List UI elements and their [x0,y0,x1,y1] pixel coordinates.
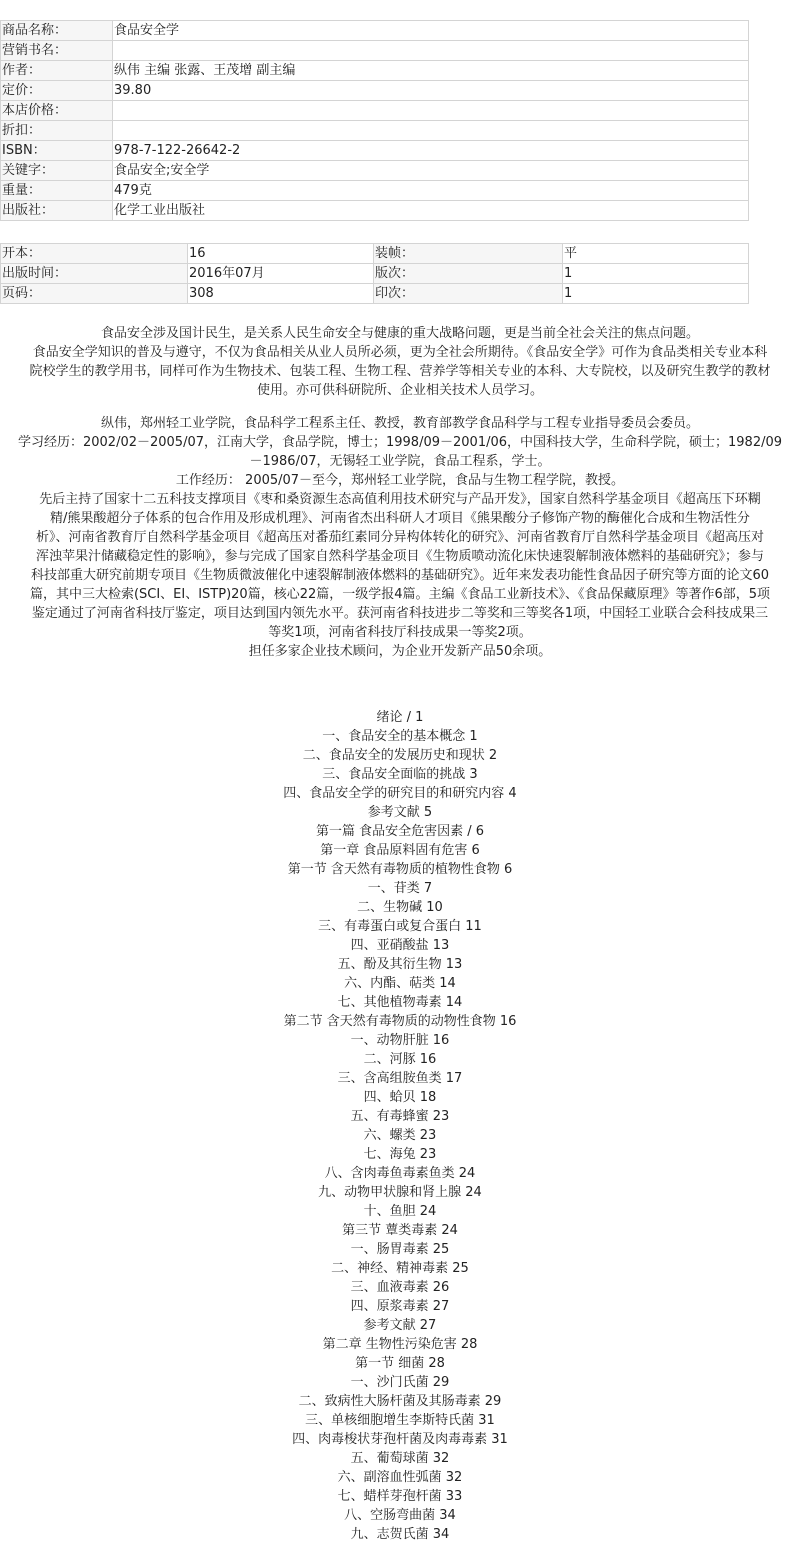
toc-entry: 八、含肉毒鱼毒素鱼类 24 [324,1166,476,1181]
pub-label: 开本： [1,244,188,264]
info-row [1,201,749,221]
toc-entry: 四、蛤贝 18 [363,1090,437,1105]
author-bio-line: －1986/07，无锡轻工业学院，食品工程系，学士。 [249,454,551,469]
toc-entry: 第一节 含天然有毒物质的植物性食物 6 [287,862,513,877]
toc-entry: 七、海兔 23 [363,1147,437,1162]
info-row [1,41,749,61]
intro-line: 食品安全涉及国计民生，是关系人民生命安全与健康的重大战略问题，更是当前全社会关注的焦点问题。 [100,326,699,341]
toc-entry: 二、神经、精神毒素 25 [331,1261,469,1276]
info-row [1,161,749,181]
toc-entry: 三、单核细胞增生李斯特氏菌 31 [305,1413,495,1428]
author-bio-line: 析》、河南省教育厅自然科学基金项目《超高压对番茄红素同分异构体转化的研究》、河南省教育厅自然科学基金项目《超高压对 [35,530,764,545]
info-label: ISBN： [1,141,113,161]
toc-entry: 十、鱼胆 24 [363,1204,437,1219]
toc-entry: 二、食品安全的发展历史和现状 2 [302,748,498,763]
info-label: 关键字： [1,161,113,181]
toc-entry: 绪论 / 1 [376,710,424,725]
info-value: 食品安全学 [113,21,749,41]
toc-entry: 第三节 蕈类毒素 24 [342,1223,458,1238]
author-bio-line: 篇，其中三大检索(SCI、EI、ISTP)20篇，核心22篇，一级学报4篇。主编《食品工业新技术》、《食品保藏原理》等著作6部，5项 [29,587,771,602]
author-biography [0,414,800,661]
toc-entry: 九、志贺氏菌 34 [350,1527,450,1542]
toc-entry: 二、河豚 16 [363,1052,437,1067]
pub-row [1,264,749,284]
table-of-contents [0,708,800,1544]
toc-entry: 第二章 生物性污染危害 28 [322,1337,478,1352]
info-row [1,101,749,121]
toc-entry: 六、副溶血性弧菌 32 [337,1470,463,1485]
toc-entry: 第一篇 食品安全危害因素 / 6 [315,824,485,839]
author-bio-line: 纵伟，郑州轻工业学院，食品科学工程系主任、教授，教育部教学食品科学与工程专业指导委员会委员。 [100,416,699,431]
pub-value: 2016年07月 [188,264,374,284]
toc-entry: 七、其他植物毒素 14 [337,995,463,1010]
pub-value: 308 [188,284,374,304]
info-value: 纵伟 主编 张露、王茂增 副主编 [113,61,749,81]
pub-value: 平 [563,244,749,264]
info-label: 出版社： [1,201,113,221]
info-label: 定价： [1,81,113,101]
toc-entry: 一、食品安全的基本概念 1 [322,729,478,744]
toc-entry: 参考文献 5 [367,805,433,820]
pub-label: 出版时间： [1,264,188,284]
pub-label: 装帧： [374,244,563,264]
info-label: 本店价格： [1,101,113,121]
toc-entry: 四、食品安全学的研究目的和研究内容 4 [283,786,517,801]
info-label: 商品名称： [1,21,113,41]
toc-entry: 三、食品安全面临的挑战 3 [322,767,478,782]
toc-entry: 一、苷类 7 [367,881,433,896]
toc-entry: 六、螺类 23 [363,1128,437,1143]
toc-entry: 三、有毒蛋白或复合蛋白 11 [318,919,482,934]
basic-info-body [1,21,749,221]
info-row [1,181,749,201]
toc-entry: 九、动物甲状腺和肾上腺 24 [318,1185,482,1200]
info-label: 作者： [1,61,113,81]
toc-entry: 参考文献 27 [363,1318,437,1333]
info-label: 营销书名： [1,41,113,61]
toc-entry: 六、内酯、萜类 14 [344,976,456,991]
toc-entry: 四、原浆毒素 27 [350,1299,450,1314]
toc-entry: 二、致病性大肠杆菌及其肠毒素 29 [298,1394,502,1409]
info-value [113,121,749,141]
pub-row [1,284,749,304]
info-label: 折扣： [1,121,113,141]
toc-entry: 第二节 含天然有毒物质的动物性食物 16 [283,1014,517,1029]
toc-entry: 第一章 食品原料固有危害 6 [320,843,480,858]
info-value [113,41,749,61]
toc-entry: 三、含高组胺鱼类 17 [337,1071,463,1086]
intro-line: 使用。亦可供科研院所、企业相关技术人员学习。 [256,383,543,398]
pub-value: 1 [563,284,749,304]
info-label: 重量： [1,181,113,201]
pub-value: 1 [563,264,749,284]
toc-entry: 一、动物肝脏 16 [350,1033,450,1048]
info-value: 食品安全;安全学 [113,161,749,181]
pub-value: 16 [188,244,374,264]
author-bio-line: 工作经历： 2005/07－至今，郑州轻工业学院，食品与生物工程学院，教授。 [175,473,625,488]
toc-entry: 五、有毒蜂蜜 23 [350,1109,450,1124]
toc-entry: 五、葡萄球菌 32 [350,1451,450,1466]
basic-info-table [0,20,749,221]
toc-entry: 五、酚及其衍生物 13 [337,957,463,972]
info-row [1,81,749,101]
author-bio-line: 鉴定通过了河南省科技厅鉴定，项目达到国内领先水平。获河南省科技进步二等奖和三等奖各1项，中国轻工业联合会科技成果三 [31,606,769,621]
info-value: 化学工业出版社 [113,201,749,221]
pub-label: 页码： [1,284,188,304]
author-bio-line: 等奖1项，河南省科技厅科技成果一等奖2项。 [268,625,532,640]
pub-label: 印次： [374,284,563,304]
author-bio-line: 学习经历：2002/02－2005/07，江南大学，食品学院，博士；1998/09－2001/06，中国科技大学，生命科学院，硕士；1982/09 [17,435,783,450]
author-bio-line: 浑浊苹果汁储藏稳定性的影响》，参与完成了国家自然科学基金项目《生物质喷动流化床快速裂解制液体燃料的基础研究》；参与 [35,549,764,564]
author-bio-line: 先后主持了国家十二五科技支撑项目《枣和桑资源生态高值利用技术研究与产品开发》，国家自然科学基金项目《超高压下环糊 [39,492,761,507]
info-row [1,61,749,81]
toc-entry: 七、蜡样芽孢杆菌 33 [337,1489,463,1504]
toc-entry: 二、生物碱 10 [357,900,443,915]
publication-info-table [0,243,749,304]
toc-entry: 四、亚硝酸盐 13 [350,938,450,953]
publication-info-body [1,244,749,304]
toc-entry: 八、空肠弯曲菌 34 [344,1508,456,1523]
info-row [1,141,749,161]
info-value: 39.80 [113,81,749,101]
info-value: 978-7-122-26642-2 [113,141,749,161]
intro-line: 院校学生的教学用书，同样可作为生物技术、包装工程、生物工程、营养学等相关专业的本科、大专院校，以及研究生教学的教材 [29,364,771,379]
author-bio-line: 精/熊果酸超分子体系的包合作用及形成机理》、河南省杰出科研人才项目《熊果酸分子修饰产物的酶催化合成和生物活性分 [50,511,750,526]
author-bio-line: 担任多家企业技术顾问，为企业开发新产品50余项。 [248,644,552,659]
intro-line: 食品安全学知识的普及与遵守，不仅为食品相关从业人员所必须，更为全社会所期待。《食品安全学》可作为食品类相关专业本科 [32,345,768,360]
info-row [1,121,749,141]
toc-entry: 第一节 细菌 28 [355,1356,445,1371]
author-bio-line: 科技部重大研究前期专项目《生物质微波催化中速裂解制液体燃料的基础研究》。近年来发表功能性食品因子研究等方面的论文60 [30,568,770,583]
info-value: 479克 [113,181,749,201]
toc-entry: 三、血液毒素 26 [350,1280,450,1295]
toc-entry: 一、肠胃毒素 25 [350,1242,450,1257]
info-row [1,21,749,41]
toc-entry: 四、肉毒梭状芽孢杆菌及肉毒毒素 31 [292,1432,508,1447]
info-value [113,101,749,121]
pub-row [1,244,749,264]
toc-entry: 一、沙门氏菌 29 [350,1375,450,1390]
book-introduction [0,324,800,400]
pub-label: 版次： [374,264,563,284]
